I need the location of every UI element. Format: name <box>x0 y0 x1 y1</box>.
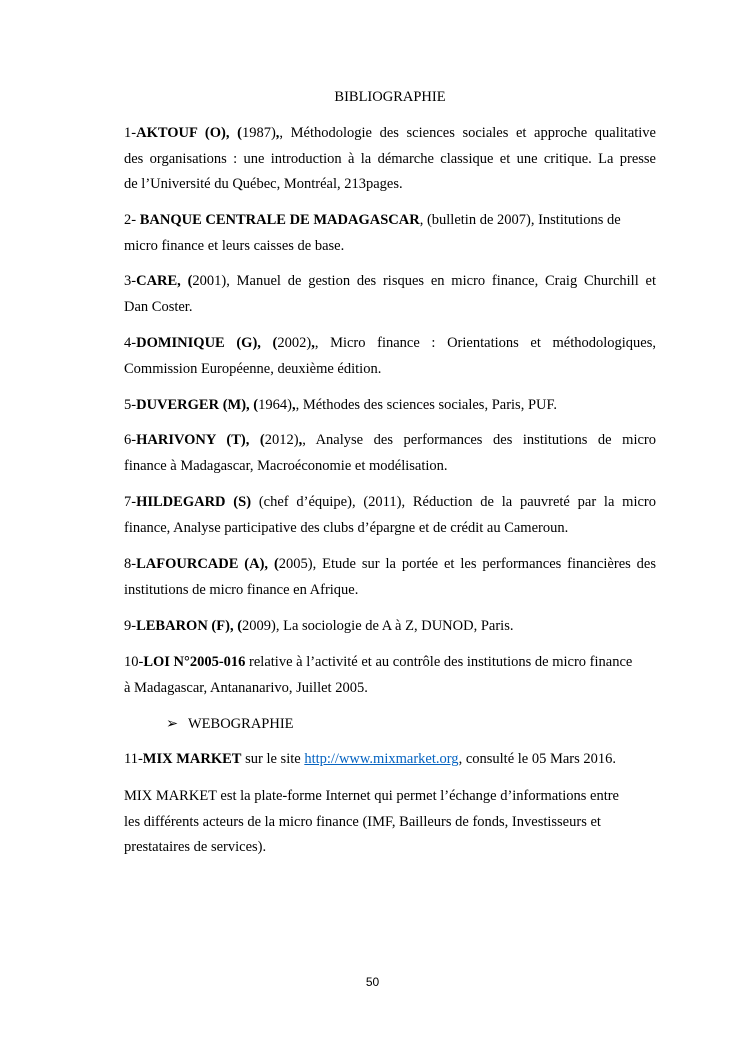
bibliography-entry-10: 10-LOI N°2005-016 relative à l’activité et au contrôle des institutions de micro finance à Madagascar, Antananarivo, Juillet 2005. <box>124 654 633 696</box>
bibliography-entry-4: 4-DOMINIQUE (G), (2002),, Micro finance : Orientations et méthodologiques, Commission Européenne, deuxième édition. <box>124 335 656 377</box>
bibliography-entry-8: 8-LAFOURCADE (A), (2005), Etude sur la portée et les performances financières des institutions de micro finance en Afrique. <box>124 556 657 598</box>
webographie-heading <box>166 713 294 735</box>
bibliography-entry-7: 7-HILDEGARD (S) (chef d’équipe), (2011), Réduction de la pauvreté par la micro finance, Analyse participative des clubs d’épargne et de crédit au Cameroun. <box>124 494 657 536</box>
webographie-label: WEBOGRAPHIE <box>188 716 294 732</box>
page-title: BIBLIOGRAPHIE <box>334 89 446 105</box>
bibliography-entry-5: 5-DUVERGER (M), (1964),, Méthodes des sciences sociales, Paris, PUF. <box>124 397 558 413</box>
bibliography-entry-6: 6-HARIVONY (T), (2012),, Analyse des performances des institutions de micro finance à Madagascar, Macroéconomie et modélisation. <box>124 432 656 474</box>
bibliography-entry-9: 9-LEBARON (F), (2009), La sociologie de A à Z, DUNOD, Paris. <box>124 618 514 634</box>
bibliography-entry-1: 1-AKTOUF (O), (1987),, Méthodologie des sciences sociales et approche qualitative des organisations : une introduction à la démarche classique et une critique. La presse de l’Université du Québec, Montréal, 213pages. <box>124 125 656 192</box>
bibliography-entry-3: 3-CARE, (2001), Manuel de gestion des risques en micro finance, Craig Churchill et Dan Coster. <box>124 273 656 315</box>
mix-market-description: MIX MARKET est la plate-forme Internet qui permet l’échange d’informations entre les différents acteurs de la micro finance (IMF, Bailleurs de fonds, Investisseurs et prestataires de services). <box>124 788 619 855</box>
mixmarket-link[interactable]: http://www.mixmarket.org <box>304 751 459 767</box>
arrow-bullet-icon: ➢ <box>166 716 179 732</box>
bibliography-entry-11: 11-MIX MARKET sur le site http://www.mixmarket.org, consulté le 05 Mars 2016. <box>124 751 617 767</box>
bibliography-entry-2: 2- BANQUE CENTRALE DE MADAGASCAR, (bulletin de 2007), Institutions de micro finance et leurs caisses de base. <box>124 212 621 254</box>
page-number: 50 <box>365 975 380 989</box>
